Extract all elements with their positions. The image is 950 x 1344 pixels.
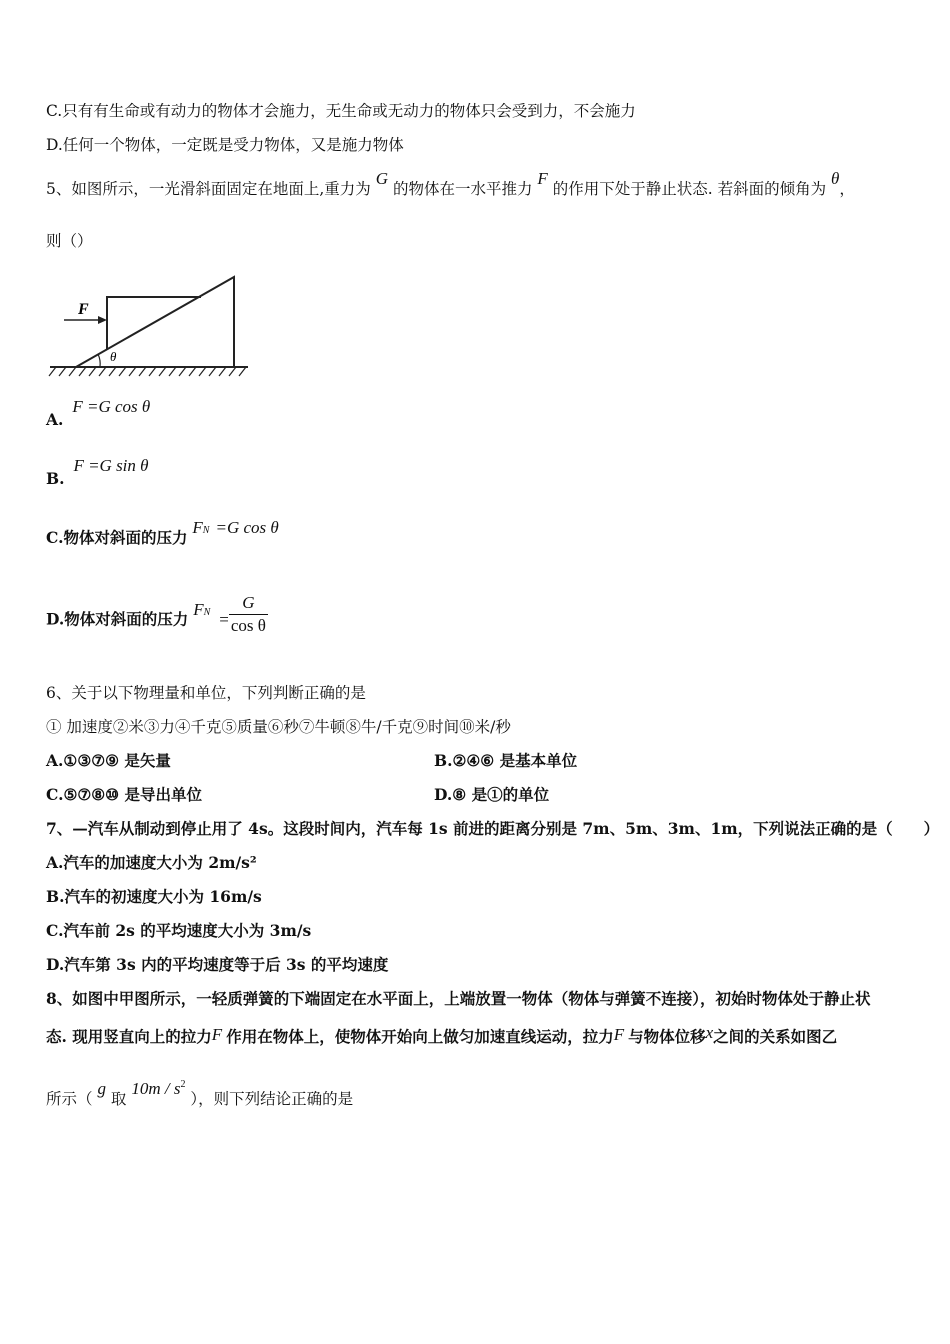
figure-f-label: F	[78, 301, 89, 318]
q5-option-d: D.物体对斜面的压力 FN = $\frac{G}{\text{cos θ}}$	[46, 593, 266, 635]
q6-option-c: C.⑤⑦⑧⑩ 是导出单位	[46, 785, 202, 804]
q8-stem-line2: 态. 现用竖直向上的拉力F 作用在物体上，使物体开始向上做匀加速直线运动，拉力F 与物体位移x之间的关系如图乙	[46, 1023, 838, 1046]
q7-option-c: C.汽车前 2s 的平均速度大小为 3m/s	[46, 921, 312, 940]
q4-option-c: C.只有有生命或有动力的物体才会施力，无生命或无动力的物体只会受到力，不会施力	[46, 102, 636, 120]
q7-option-b: B.汽车的初速度大小为 16m/s	[46, 887, 262, 906]
q5-option-b: B. F =G sin θ	[46, 456, 149, 488]
q5-stem: 5、如图所示，一光滑斜面固定在地面上,重力为 G 的物体在一水平推力 F 的作用下处于静止状态. 若斜面的倾角为 θ，	[46, 169, 855, 198]
q6-stem: 6、关于以下物理量和单位，下列判断正确的是	[46, 684, 366, 702]
q7-option-a: A.汽车的加速度大小为 2m/s²	[46, 853, 257, 872]
figure-theta-label: θ	[110, 349, 117, 364]
q5-option-c: C.物体对斜面的压力 FN =G cos θ	[46, 518, 279, 547]
q6-option-d: D.⑧ 是①的单位	[434, 785, 550, 804]
q7-option-d: D.汽车第 3s 内的平均速度等于后 3s 的平均速度	[46, 955, 389, 974]
q4-option-d: D.任何一个物体，一定既是受力物体，又是施力物体	[46, 136, 404, 154]
q6-option-a: A.①③⑦⑨ 是矢量	[46, 751, 171, 770]
q8-stem-line1: 8、如图中甲图所示，一轻质弹簧的下端固定在水平面上，上端放置一物体（物体与弹簧不连接），初始时物体处于静止状	[46, 989, 871, 1008]
q8-stem-line3: 所示（ g 取 $10m / s^2$ ），则下列结论正确的是	[46, 1079, 354, 1108]
q5-option-a: A. F =G cos θ	[46, 397, 151, 429]
q5-stem-end: 则（）	[46, 232, 93, 250]
q7-stem: 7、—汽车从制动到停止用了 4s。这段时间内，汽车每 1s 前进的距离分别是 7m、5m、3m、1m，下列说法正确的是（ ）	[46, 819, 940, 838]
q6-option-b: B.②④⑥ 是基本单位	[434, 751, 578, 770]
incline-figure	[46, 268, 256, 378]
q6-items: ① 加速度②米③力④千克⑤质量⑥秒⑦牛顿⑧牛/千克⑨时间⑩米/秒	[46, 718, 511, 736]
